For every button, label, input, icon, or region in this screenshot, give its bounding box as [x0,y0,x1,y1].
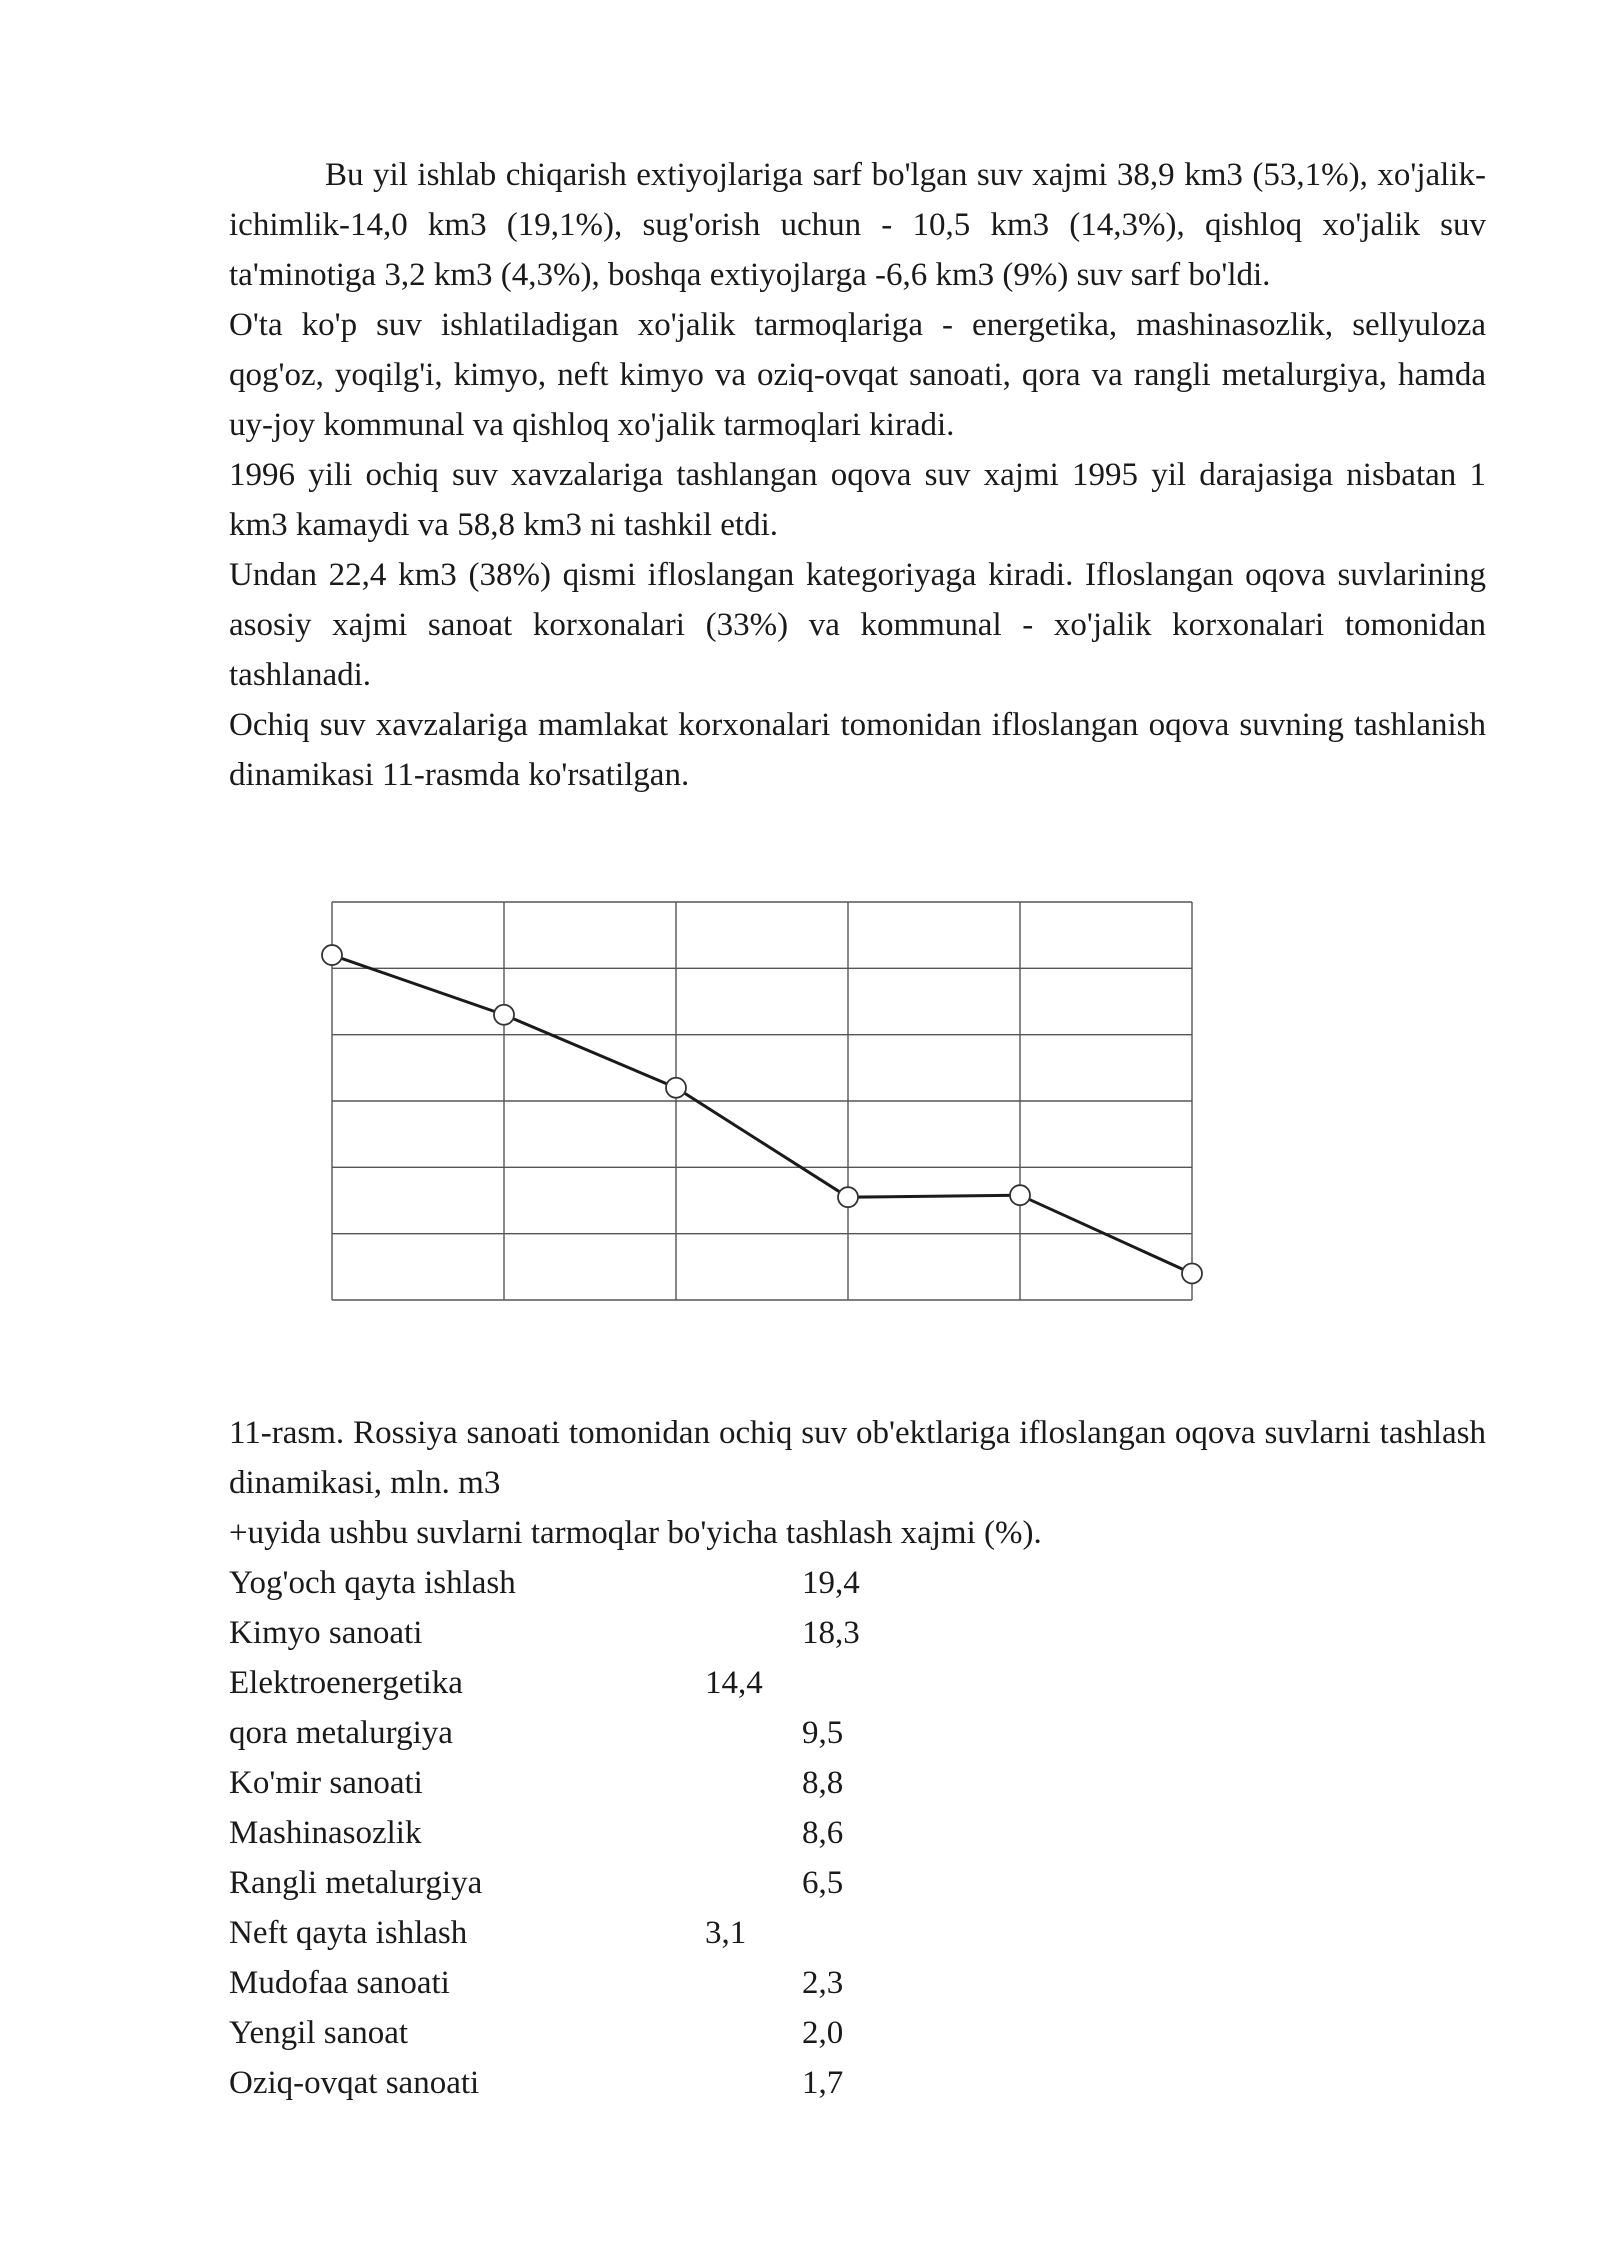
data-point [838,1187,858,1207]
table-row [229,1808,1486,1858]
sector-name: Yog'och qayta ishlash [229,1565,516,1601]
sector-value: 6,5 [802,1865,844,1901]
sector-name: Mudofaa sanoati [229,1965,450,2001]
sector-name: Elektroenergetika [229,1665,463,1701]
sector-name: Neft qayta ishlash [229,1915,468,1951]
table-row [229,1758,1486,1808]
sector-value: 3,1 [705,1915,747,1951]
sector-value: 19,4 [802,1565,860,1601]
table-row [229,2058,1486,2108]
table-row [229,1708,1486,1758]
paragraph-3: 1996 yili ochiq suv xavzalariga tashlangan oqova suv xajmi 1995 yil darajasiga nisbatan 1 km3 kamaydi va 58,8 km3 ni tashkil etdi. [229,457,1486,543]
data-point [494,1005,514,1025]
paragraph-4: Undan 22,4 km3 (38%) qismi ifloslangan kategoriyaga kiradi. Ifloslangan oqova suvlarining asosiy xajmi sanoat korxonalari (33%) va kommunal - xo'jalik korxonalari tomonidan tashlanadi. [229,557,1486,693]
data-point [322,945,342,965]
paragraph-2: O'ta ko'p suv ishlatiladigan xo'jalik tarmoqlariga - energetika, mashinasozlik, sellyuloza qog'oz, yoqilg'i, kimyo, neft kimyo va oziq-ovqat sanoati, qora va rangli metalurgiya, hamda uy-joy kommunal va qishloq xo'jalik tarmoqlari kiradi. [229,307,1486,443]
figure-caption: 11-rasm. Rossiya sanoati tomonidan ochiq suv ob'ektlariga ifloslangan oqova suvlarni tashlash dinamikasi, mln. m3 [229,1415,1486,1501]
table-subtitle: +uyida ushbu suvlarni tarmoqlar bo'yicha tashlash xajmi (%). [229,1515,1042,1551]
discharge-dynamics-chart [320,890,1220,1330]
table-row [229,1858,1486,1908]
sector-name: Oziq-ovqat sanoati [229,2065,480,2101]
table-row [229,1608,1486,1658]
body-text [229,150,1486,800]
table-row [229,1658,1486,1708]
sector-name: Rangli metalurgiya [229,1865,483,1901]
table-row [229,1958,1486,2008]
paragraph-5: Ochiq suv xavzalariga mamlakat korxonalari tomonidan ifloslangan oqova suvning tashlanish dinamikasi 11-rasmda ko'rsatilgan. [229,707,1486,793]
table-row [229,2008,1486,2058]
data-point [666,1078,686,1098]
sector-table [229,1558,1486,2108]
sector-value: 1,7 [802,2065,844,2101]
sector-name: Yengil sanoat [229,2015,409,2051]
sector-value: 2,0 [802,2015,844,2051]
sector-value: 8,6 [802,1815,844,1851]
sector-name: Ko'mir sanoati [229,1765,423,1801]
sector-value: 14,4 [705,1665,763,1701]
figure-caption-block [229,1408,1486,2108]
data-point [1010,1185,1030,1205]
sector-name: qora metalurgiya [229,1715,453,1751]
sector-value: 18,3 [802,1615,860,1651]
sector-value: 2,3 [802,1965,844,2001]
paragraph-1: Bu yil ishlab chiqarish extiyojlariga sarf bo'lgan suv xajmi 38,9 km3 (53,1%), xo'jalik-ichimlik-14,0 km3 (19,1%), sug'orish uchun - 10,5 km3 (14,3%), qishloq xo'jalik suv ta'minotiga 3,2 km3 (4,3%), boshqa extiyojlarga -6,6 km3 (9%) suv sarf bo'ldi. [229,157,1486,293]
table-row [229,1908,1486,1958]
sector-name: Mashinasozlik [229,1815,422,1851]
series-line [332,955,1192,1273]
table-row [229,1558,1486,1608]
sector-value: 9,5 [802,1715,844,1751]
sector-value: 8,8 [802,1765,844,1801]
data-point [1182,1263,1202,1283]
sector-name: Kimyo sanoati [229,1615,423,1651]
